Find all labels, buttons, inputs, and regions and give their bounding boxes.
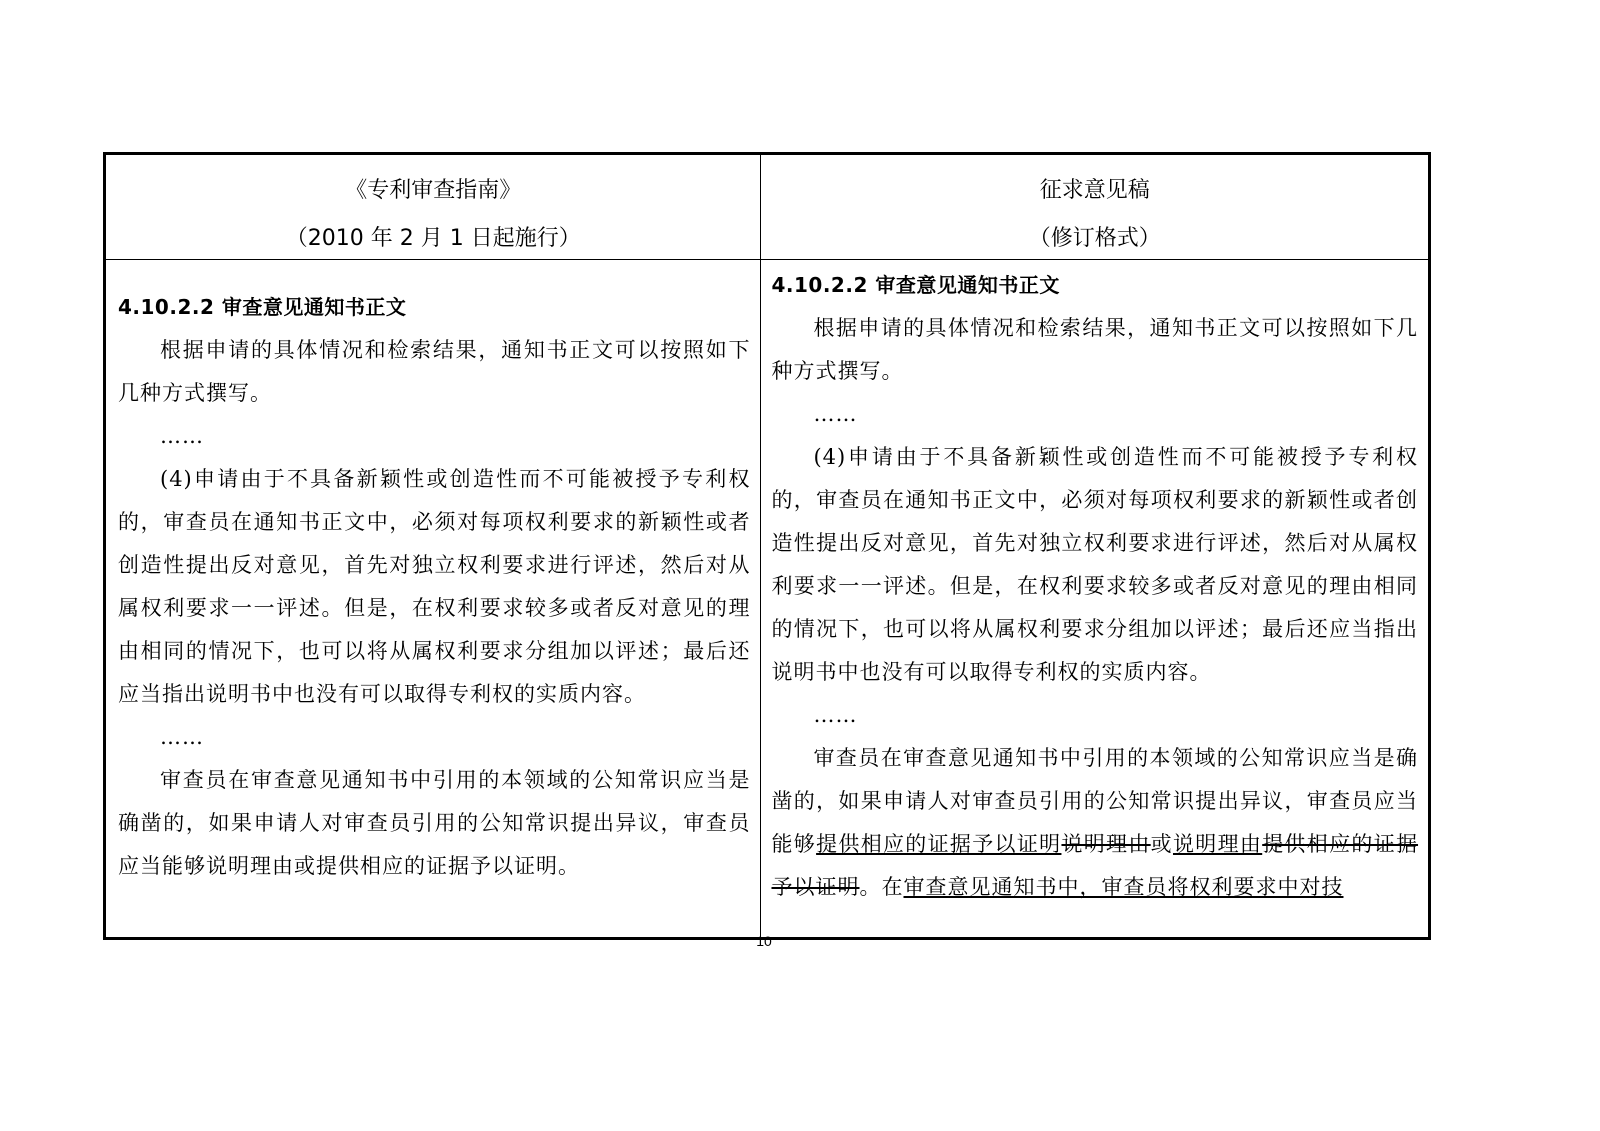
left-paragraph-2: (4)申请由于不具备新颖性或创造性而不可能被授予专利权的，审查员在通知书正文中，必须对每项权利要求的新颖性或者创造性提出反对意见，首先对独立权利要求进行评述，然后对从属权利要求一一评述。但是，在权利要求较多或者反对意见的理由相同的情况下，也可以将从属权利要求分组加以评述；最后还应当指出说明书中也没有可以取得专利权的实质内容。 (118, 467, 751, 706)
right-para3-text-b: 或 (1150, 832, 1173, 856)
right-subtitle: （修订格式） (1028, 226, 1161, 251)
right-section-heading: 4.10.2.2 审查意见通知书正文 (771, 273, 1060, 297)
inserted-text-1: 提供相应的证据予以证明 (816, 832, 1062, 856)
right-para3-text-a: 审查员在审查意见通知书中引用的本领域的公知常识应当是确凿的，如果申请人对审查员引用的公知常识提出异议，审查员应当能够 (771, 746, 1418, 856)
inserted-text-2: 说明理由 (1172, 832, 1263, 856)
left-title: 《专利审查指南》 (345, 178, 522, 203)
deleted-text-2: 提供相应的证据予以证明 (771, 832, 1419, 899)
header-left (105, 154, 761, 260)
right-ellipsis-2: …… (813, 703, 858, 727)
left-subtitle: （2010 年 2 月 1 日起施行） (285, 226, 581, 251)
left-section-heading: 4.10.2.2 审查意见通知书正文 (118, 295, 407, 319)
left-paragraph-3: 审查员在审查意见通知书中引用的本领域的公知常识应当是确凿的，如果申请人对审查员引用的公知常识提出异议，审查员应当能够说明理由或提供相应的证据予以证明。 (118, 768, 751, 878)
left-ellipsis-2: …… (160, 725, 204, 749)
right-para3-text-c: 。在 (859, 875, 904, 899)
right-column (761, 260, 1430, 939)
right-paragraph-1: 根据申请的具体情况和检索结果，通知书正文可以按照如下几种方式撰写。 (771, 316, 1418, 383)
header-row (105, 154, 1430, 260)
left-ellipsis-1: …… (160, 424, 204, 448)
left-column (105, 260, 761, 939)
header-right (761, 154, 1430, 260)
right-title: 征求意见稿 (1039, 178, 1150, 203)
left-content (106, 260, 760, 937)
right-content (761, 260, 1428, 915)
left-paragraph-1: 根据申请的具体情况和检索结果，通知书正文可以按照如下几种方式撰写。 (118, 338, 751, 405)
deleted-text-1: 说明理由 (1061, 832, 1151, 856)
inserted-text-3: 审查意见通知书中，审查员将权利要求中对技 (903, 875, 1344, 899)
right-paragraph-3 (771, 737, 1418, 909)
right-ellipsis-1: …… (813, 402, 858, 426)
content-row (105, 260, 1430, 939)
page-number: 10 (756, 933, 772, 949)
right-paragraph-2: (4)申请由于不具备新颖性或创造性而不可能被授予专利权的，审查员在通知书正文中，必须对每项权利要求的新颖性或者创造性提出反对意见，首先对独立权利要求进行评述，然后对从属权利要求一一评述。但是，在权利要求较多或者反对意见的理由相同的情况下，也可以将从属权利要求分组加以评述；最后还应当指出说明书中也没有可以取得专利权的实质内容。 (771, 445, 1418, 684)
comparison-table (103, 152, 1431, 940)
